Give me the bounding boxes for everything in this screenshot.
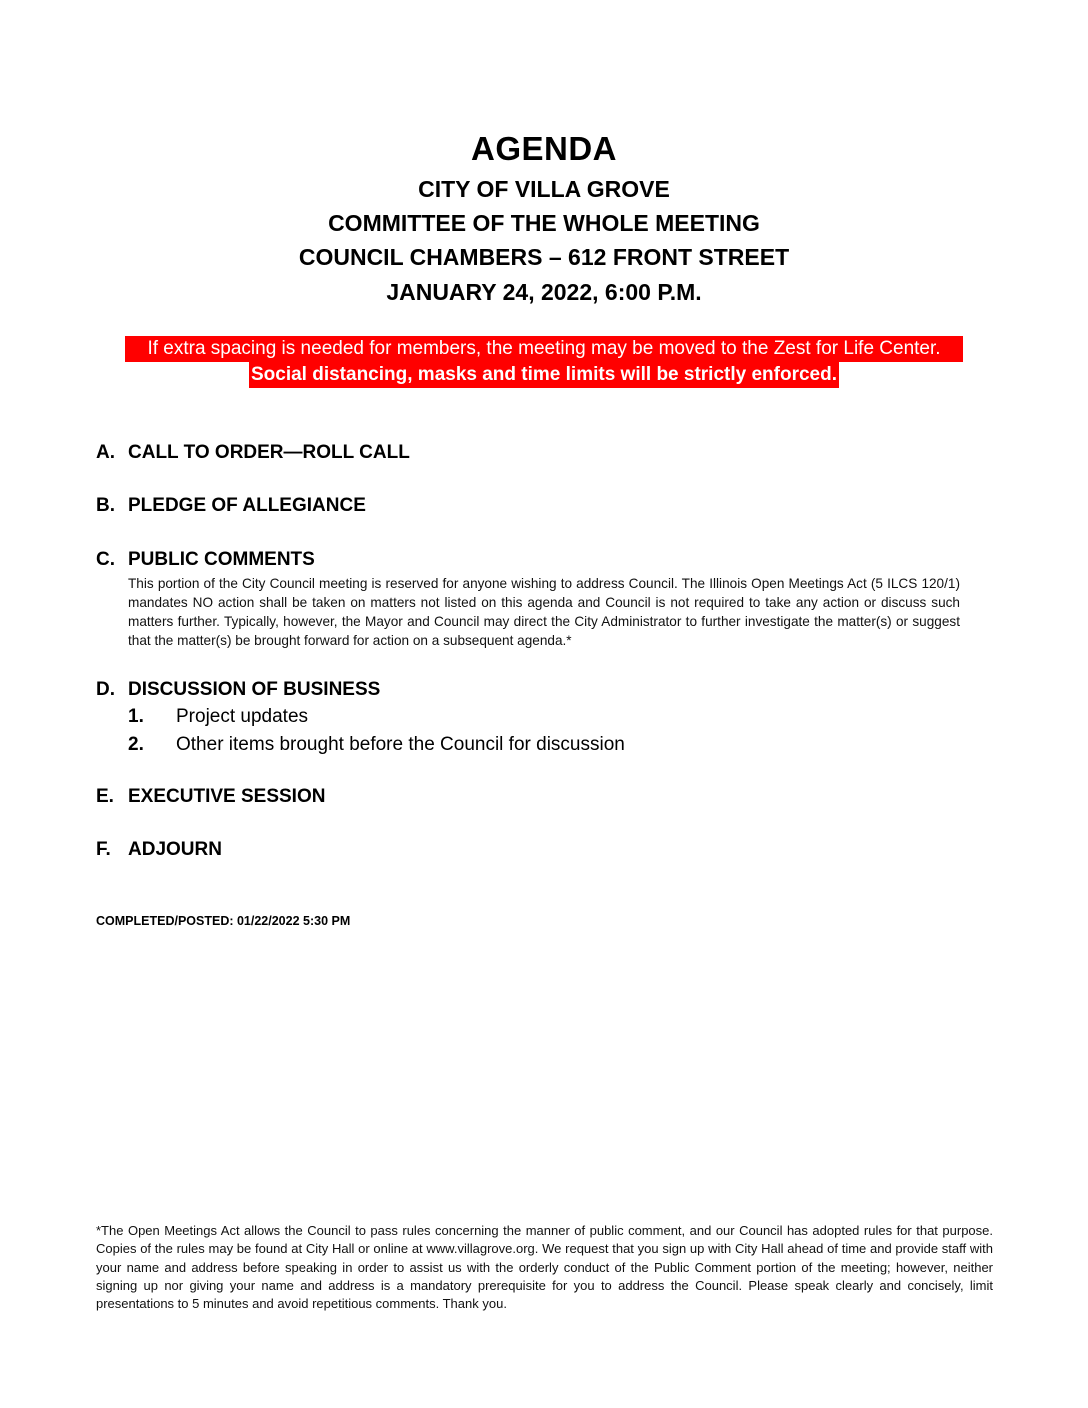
item-label: DISCUSSION OF BUSINESS <box>128 679 381 700</box>
item-label: EXECUTIVE SESSION <box>128 786 326 807</box>
meeting-datetime: JANUARY 24, 2022, 6:00 P.M. <box>386 279 702 305</box>
item-label: PLEDGE OF ALLEGIANCE <box>128 495 366 516</box>
item-letter: D. <box>96 679 115 700</box>
sub-item-other-items <box>128 734 625 756</box>
sub-item-number: 2. <box>128 734 144 755</box>
footnote: *The Open Meetings Act allows the Council to pass rules concerning the manner of public comment, and our Council has adopted rules for that purpose. Copies of the rules may be found at City Hall or online at www.villagrove.org. We request that you sign up with City Hall ahead of time and provide staff with your name and address before speaking in order to assist us with the orderly conduct of the Public Comment portion of the meeting; however, neither signing up nor giving your name and address is a mandatory prerequisite for you to address the Council. Please speak clearly and concisely, limit presentations to 5 minutes and avoid repetitious comments. Thank you. <box>96 1223 993 1312</box>
agenda-item-pledge <box>96 495 366 517</box>
agenda-item-public-comments <box>96 549 315 571</box>
meeting-name: COMMITTEE OF THE WHOLE MEETING <box>328 210 760 236</box>
public-comments-description: This portion of the City Council meeting is reserved for anyone wishing to address Council. The Illinois Open Meetings Act (5 ILCS 120/1) mandates NO action shall be taken on matters not listed on this agenda and Council is not required to take any action or discuss such matters further. Typically, however, the Mayor and Council may direct the City Administrator to further investigate the matter(s) or suggest that the matter(s) be brought forward for action on a subsequent agenda.* <box>128 576 960 648</box>
sub-item-label: Project updates <box>176 706 309 727</box>
relocation-notice <box>0 336 1088 362</box>
item-letter: F. <box>96 839 111 860</box>
item-letter: E. <box>96 786 114 807</box>
item-letter: B. <box>96 495 115 516</box>
sub-item-project-updates <box>128 706 308 728</box>
item-label: CALL TO ORDER—ROLL CALL <box>128 442 410 463</box>
meeting-location: COUNCIL CHAMBERS – 612 FRONT STREET <box>298 244 790 270</box>
item-label: PUBLIC COMMENTS <box>128 549 315 570</box>
relocation-notice-text: If extra spacing is needed for members, the meeting may be moved to the Zest for Life Center. <box>125 336 962 362</box>
enforcement-notice <box>0 362 1088 388</box>
page-title: AGENDA <box>470 130 617 167</box>
agenda-item-executive-session <box>96 786 325 808</box>
agenda-item-call-to-order <box>96 442 410 464</box>
item-label: ADJOURN <box>128 839 222 860</box>
posted-timestamp: COMPLETED/POSTED: 01/22/2022 5:30 PM <box>96 914 351 928</box>
sub-item-label: Other items brought before the Council for discussion <box>176 734 625 755</box>
agenda-item-discussion <box>96 679 380 701</box>
agenda-item-adjourn <box>96 839 222 861</box>
item-letter: A. <box>96 442 115 463</box>
city-name: CITY OF VILLA GROVE <box>418 176 670 202</box>
item-letter: C. <box>96 549 115 570</box>
sub-item-number: 1. <box>128 706 144 727</box>
enforcement-notice-text: Social distancing, masks and time limits will be strictly enforced. <box>249 362 839 388</box>
